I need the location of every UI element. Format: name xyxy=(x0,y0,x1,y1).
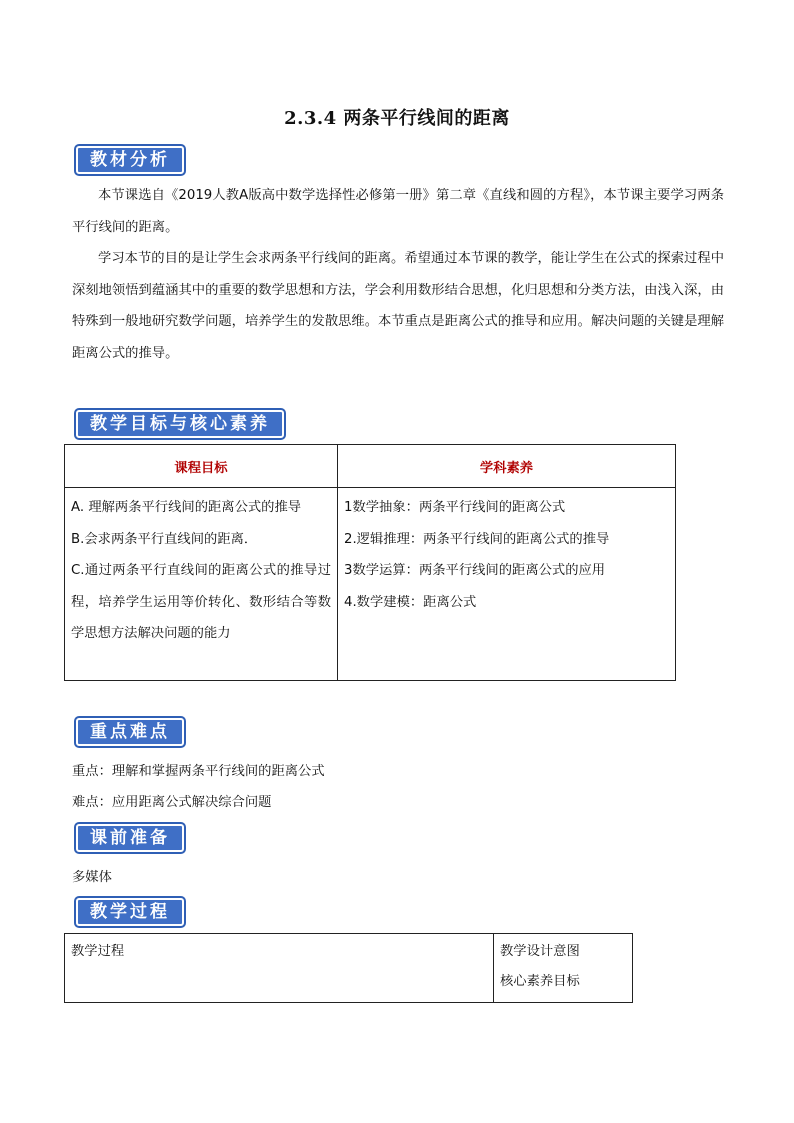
difficult-point-text: 难点：应用距离公式解决综合问题 xyxy=(72,795,272,810)
competency-item: 1数学抽象：两条平行线间的距离公式 xyxy=(344,500,566,515)
analysis-text xyxy=(72,180,724,369)
table-header-course-goals: 课程目标 xyxy=(65,445,338,488)
preparation-text: 多媒体 xyxy=(72,870,112,885)
process-table xyxy=(64,933,633,1003)
course-goal-item: B.会求两条平行直线间的距离． xyxy=(71,531,258,547)
core-competency-label: 核心素养目标 xyxy=(500,974,580,989)
table-header-competencies: 学科素养 xyxy=(338,445,676,488)
process-label: 教学过程 xyxy=(71,944,125,959)
section-heading-preparation: 课前准备 xyxy=(76,824,184,852)
competency-item: 2.逻辑推理：两条平行线间的距离公式的推导 xyxy=(344,531,610,547)
course-goal-item: C.通过两条平行直线间的距离公式的推导过程，培养学生运用等价转化、数形结合等数学思想方法解决问题的能力 xyxy=(71,563,331,641)
section-heading-analysis: 教材分析 xyxy=(76,146,184,174)
design-intent-label: 教学设计意图 xyxy=(500,944,580,959)
page-title: 2.3.4 两条平行线间的距离 xyxy=(284,108,510,129)
competency-item: 4.数学建模：距离公式 xyxy=(344,594,477,610)
course-goal-item: A. 理解两条平行线间的距离公式的推导 xyxy=(71,500,302,515)
competencies-cell xyxy=(338,488,676,681)
course-goals-cell xyxy=(65,488,338,681)
analysis-paragraph-1: 本节课选自《2019人教A版高中数学选择性必修第一册》第二章《直线和圆的方程》，本节课主要学习两条平行线间的距离。 xyxy=(72,188,724,235)
section-heading-process: 教学过程 xyxy=(76,898,184,926)
analysis-paragraph-2: 学习本节的目的是让学生会求两条平行线间的距离。希望通过本节课的教学，能让学生在公式的探索过程中深刻地领悟到蕴涵其中的重要的数学思想和方法，学会利用数形结合思想，化归思想和分类方法，由浅入深，由特殊到一般地研究数学问题，培养学生的发散思维。本节重点是距离公式的推导和应用。解决问题的关键是理解距离公式的推导。 xyxy=(72,251,724,361)
process-cell xyxy=(65,934,494,1003)
section-heading-objectives: 教学目标与核心素养 xyxy=(76,410,284,438)
competency-item: 3数学运算：两条平行线间的距离公式的应用 xyxy=(344,563,606,578)
design-intent-cell xyxy=(494,934,633,1003)
section-heading-key-points: 重点难点 xyxy=(76,718,184,746)
key-point-text: 重点：理解和掌握两条平行线间的距离公式 xyxy=(72,764,325,779)
objectives-table xyxy=(64,444,676,681)
